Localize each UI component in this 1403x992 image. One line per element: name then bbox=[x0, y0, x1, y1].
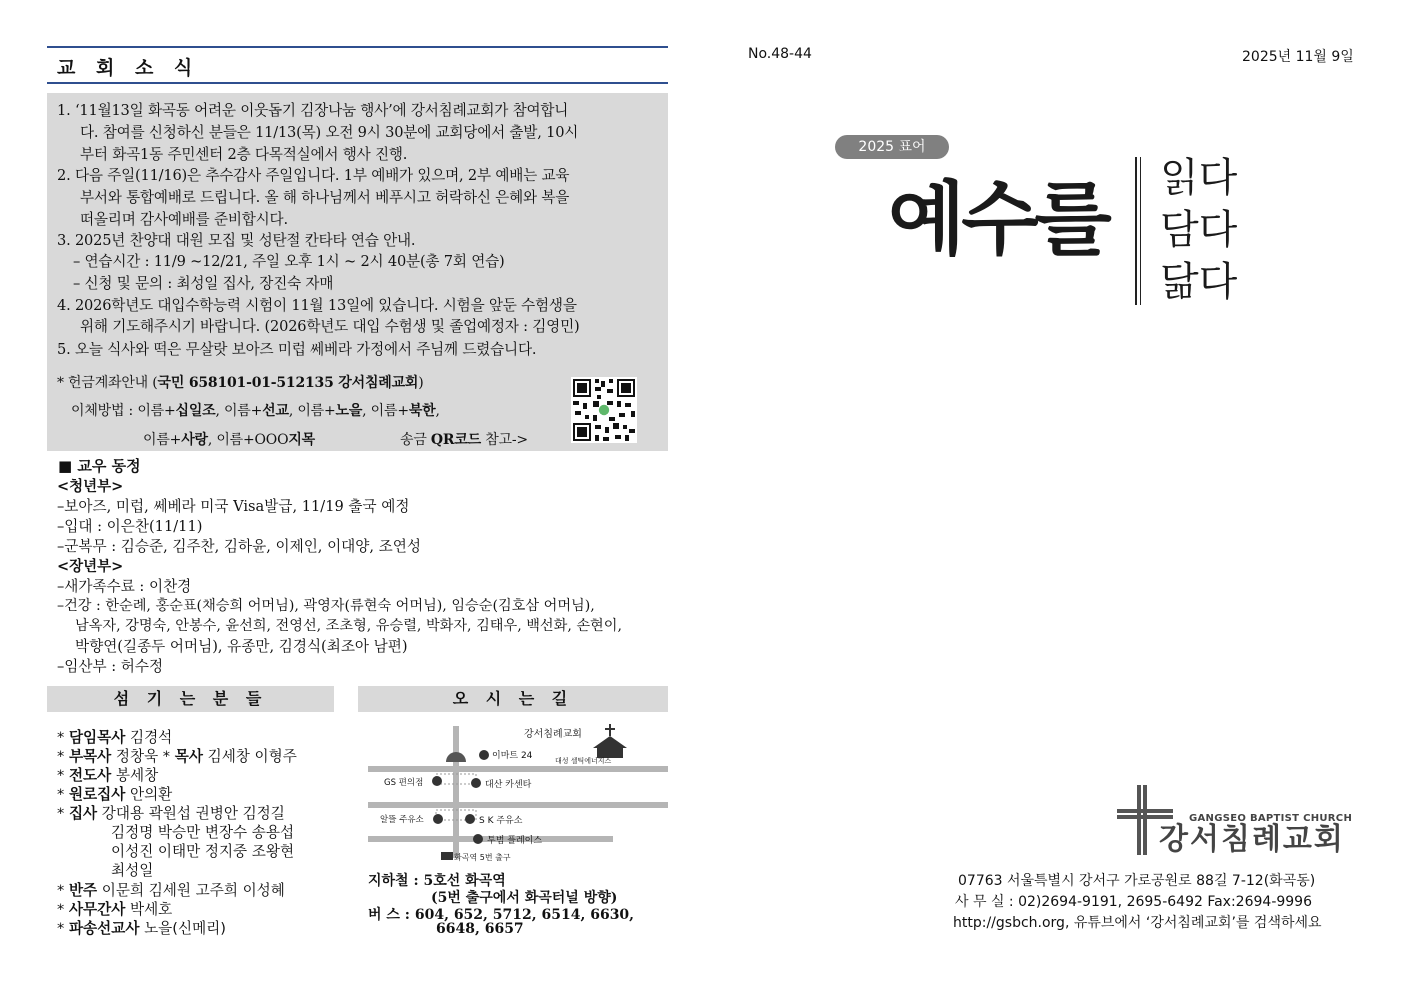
news-item-5: 5. 오늘 식사와 떡은 무살랏 보아즈 미럽 쎄베라 가정에서 주님께 드렸습니다. bbox=[57, 341, 537, 358]
directions-map[interactable] bbox=[360, 718, 670, 868]
qr-note: 송금 QR코드 참고-> bbox=[400, 432, 528, 448]
serving-title: 섬 기 는 분 들 bbox=[47, 686, 334, 712]
news-item-4: 4. 2026학년도 대입수학능력 시험이 11월 13일에 있습니다. 시험을 앞둔 수험생을 bbox=[57, 297, 577, 314]
news-item-3-sub: – 연습시간 : 11/9 ~12/21, 주일 오후 1시 ~ 2시 40분(총 7회 연습) bbox=[73, 253, 505, 270]
adult-item: –건강 : 한순례, 홍순표(채승희 어머님), 곽영자(류현숙 어머님), 임승순(김호삼 어머님), bbox=[57, 598, 595, 614]
serving-row: * 반주 이문희 김세원 고주희 이성혜 bbox=[57, 882, 285, 899]
serving-row: * 담임목사 김경석 bbox=[57, 729, 173, 746]
serving-row: * 부목사 정창욱 * 목사 김세창 이형주 bbox=[57, 748, 297, 765]
serving-row-cont: 김정명 박승만 변장수 송용섭 bbox=[111, 824, 295, 841]
bus-info-cont: 6648, 6657 bbox=[436, 921, 524, 937]
news-header bbox=[47, 46, 668, 84]
news-item-3: 3. 2025년 찬양대 대원 모집 및 성탄절 칸타타 연습 안내. bbox=[57, 232, 416, 249]
church-address: 07763 서울특별시 강서구 가로공원로 88길 7-12(화곡동) bbox=[958, 873, 1316, 889]
motto-divider bbox=[1140, 157, 1141, 305]
church-name-en: GANGSEO BAPTIST CHURCH bbox=[1189, 813, 1353, 824]
youth-item: –보아즈, 미럽, 쎄베라 미국 Visa발급, 11/19 출국 예정 bbox=[57, 498, 410, 515]
issue-number: No.48-44 bbox=[748, 46, 812, 62]
map-label-gas-left: 알뜰 주유소 bbox=[380, 815, 424, 825]
motto-word-hold: 담다 bbox=[1160, 207, 1238, 253]
church-website[interactable]: http://gsbch.org, 유튜브에서 ‘강서침례교회’를 검색하세요 bbox=[953, 915, 1322, 931]
subway-note: (5번 출구에서 화곡터널 방향) bbox=[431, 890, 618, 906]
serving-row: * 원로집사 안의환 bbox=[57, 786, 173, 803]
adult-item-cont: 박향연(길종두 어머님), 유종만, 김경식(최조아 남편) bbox=[75, 638, 408, 655]
adult-item-cont: 남옥자, 강명숙, 안봉수, 윤선희, 전영선, 조초형, 유승렬, 박화자, 김태우, 백선화, 손현이, bbox=[75, 618, 622, 634]
bus-info: 버 스 : 604, 652, 5712, 6514, 6630, bbox=[368, 907, 635, 923]
news-item-2-cont: 떠올리며 감사예배를 준비합시다. bbox=[80, 211, 288, 228]
news-item-1-cont: 다. 참여를 신청하신 분들은 11/13(목) 오전 9시 30분에 교회당에서 출발, 10시 bbox=[80, 124, 579, 141]
map-label-daesan: 대산 카센타 bbox=[485, 780, 532, 790]
serving-row: * 파송선교사 노을(신메리) bbox=[57, 920, 226, 937]
news-title: 교 회 소 식 bbox=[57, 57, 200, 79]
news-item-2-cont: 부서와 통합예배로 드립니다. 올 해 하나님께서 베푸시고 허락하신 은혜와 복을 bbox=[80, 189, 570, 206]
youth-heading: <청년부> bbox=[57, 478, 124, 495]
youth-item: –군복무 : 김승준, 김주찬, 김하윤, 이제인, 이대양, 조연성 bbox=[57, 538, 421, 555]
motto-divider bbox=[1135, 157, 1137, 305]
news-item-1-cont: 부터 화곡1동 주민센터 2층 다목적실에서 행사 진행. bbox=[80, 146, 408, 163]
members-title: ■ 교우 동정 bbox=[58, 457, 141, 475]
news-item-1: 1. ‘11월13일 화곡동 어려운 이웃돕기 김장나눔 행사’에 강서침례교회가 참여합니 bbox=[57, 102, 569, 119]
offering-account: * 헌금계좌안내 (국민 658101-01-512135 강서침례교회) bbox=[57, 375, 424, 391]
adult-item: –임산부 : 허수정 bbox=[57, 658, 164, 675]
qr-code-icon[interactable] bbox=[571, 377, 637, 443]
motto-word-resemble: 닮다 bbox=[1160, 259, 1238, 305]
motto-word-read: 읽다 bbox=[1160, 155, 1238, 201]
news-box bbox=[47, 93, 668, 451]
map-label-daesung: 대성 셀틱에너지스 bbox=[555, 757, 612, 765]
motto-badge: 2025 표어 bbox=[835, 135, 949, 159]
directions-title: 오 시 는 길 bbox=[358, 686, 668, 712]
transfer-method: 이체방법 : 이름+십일조, 이름+선교, 이름+노을, 이름+북한, bbox=[71, 403, 440, 419]
map-label-tubum: 투범 플레이스 bbox=[487, 836, 543, 846]
transfer-method-cont: 이름+사랑, 이름+OOO지목 bbox=[143, 432, 316, 448]
serving-row: * 사무간사 박세호 bbox=[57, 901, 173, 918]
church-phone: 사 무 실 : 02)2694-9191, 2695-6492 Fax:2694-9996 bbox=[955, 894, 1312, 910]
serving-row-cont: 이성진 이태만 정지중 조왕현 bbox=[111, 843, 295, 860]
serving-row: * 집사 강대용 곽원섭 권병안 김정길 bbox=[57, 805, 285, 822]
adult-item: –새가족수료 : 이찬경 bbox=[57, 578, 192, 595]
map-label-exit: 화곡역 5번 출구 bbox=[454, 853, 511, 862]
youth-item: –입대 : 이은찬(11/11) bbox=[57, 518, 203, 535]
map-label-gs: GS 편의점 bbox=[384, 778, 424, 788]
news-item-2: 2. 다음 주일(11/16)은 추수감사 주일입니다. 1부 예배가 있으며, 2부 예배는 교육 bbox=[57, 167, 570, 184]
adult-heading: <장년부> bbox=[57, 558, 124, 575]
map-label-sk: S K 주유소 bbox=[479, 816, 523, 826]
church-logo bbox=[1115, 783, 1355, 859]
map-label-church: 강서침례교회 bbox=[524, 729, 582, 740]
subway-info: 지하철 : 5호선 화곡역 bbox=[368, 873, 506, 889]
issue-date: 2025년 11월 9일 bbox=[1242, 49, 1354, 65]
map-label-emart: 이마트 24 bbox=[492, 751, 533, 761]
serving-row-cont: 최성일 bbox=[111, 862, 154, 879]
church-name-ko: 강서침례교회 bbox=[1159, 822, 1345, 857]
serving-row: * 전도사 봉세창 bbox=[57, 767, 159, 784]
news-item-4-cont: 위해 기도해주시기 바랍니다. (2026학년도 대입 수험생 및 졸업예정자 : 김영민) bbox=[80, 318, 580, 335]
news-item-3-sub: – 신청 및 문의 : 최성일 집사, 장진숙 자매 bbox=[73, 275, 334, 292]
motto-main: 예수를 bbox=[888, 173, 1108, 266]
